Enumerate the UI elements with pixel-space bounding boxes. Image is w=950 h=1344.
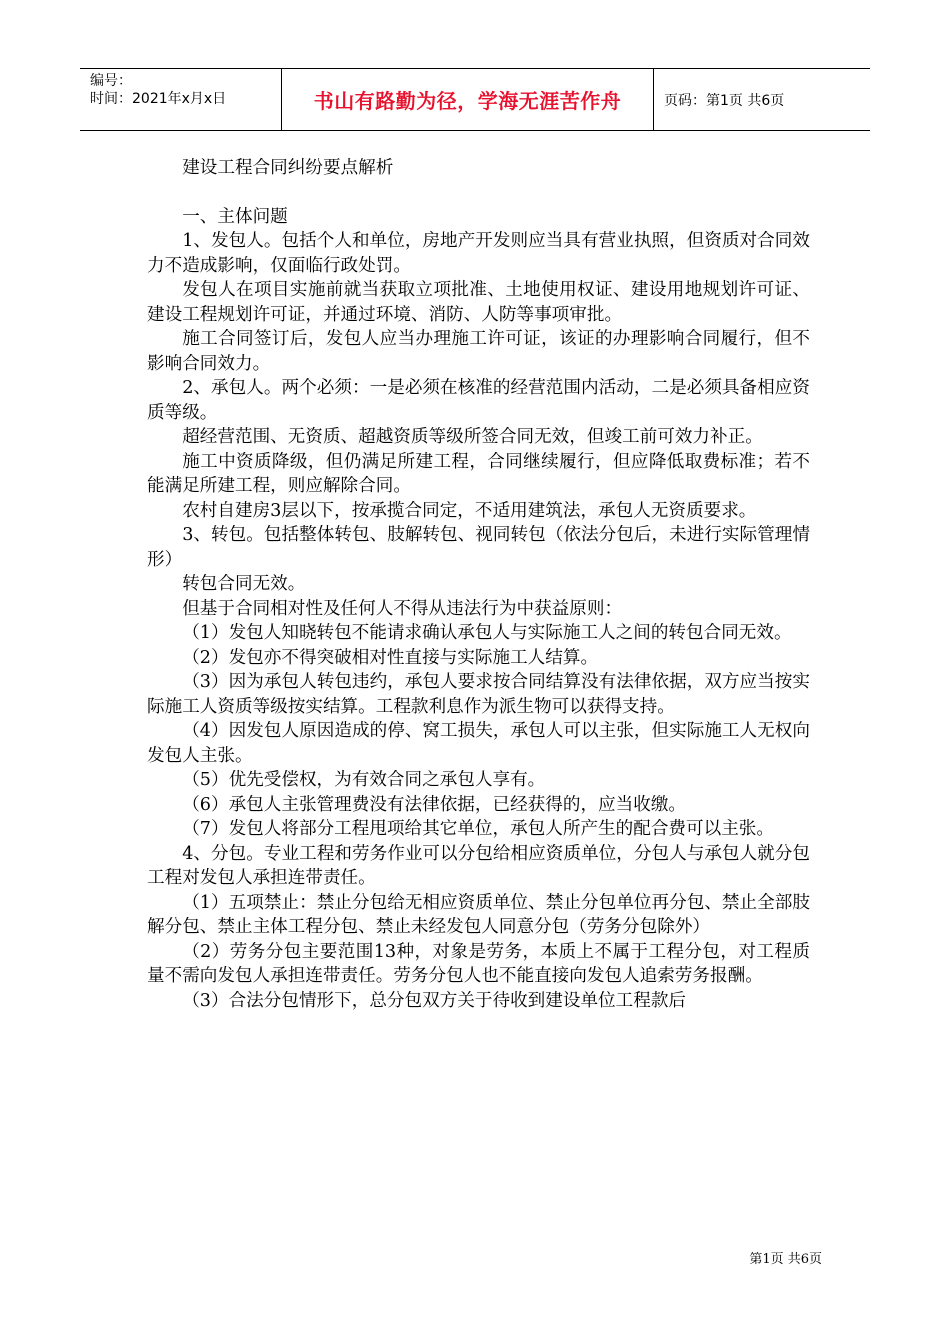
paragraph: （4）因发包人原因造成的停、窝工损失，承包人可以主张，但实际施工人无权向发包人主张。	[147, 721, 810, 766]
paragraph: 2、承包人。两个必须：一是必须在核准的经营范围内活动，二是必须具备相应资质等级。	[147, 378, 810, 423]
document-body	[147, 156, 810, 1013]
paragraph: 发包人在项目实施前就当获取立项批准、土地使用权证、建设用地规划许可证、建设工程规划许可证，并通过环境、消防、人防等事项审批。	[147, 280, 810, 325]
paragraph: 4、分包。专业工程和劳务作业可以分包给相应资质单位，分包人与承包人就分包工程对发包人承担连带责任。	[147, 843, 810, 888]
header-page-label: 页码：第1页 共6页	[664, 92, 785, 109]
paragraph: 农村自建房3层以下，按承揽合同定，不适用建筑法，承包人无资质要求。	[182, 500, 757, 521]
paragraph: 超经营范围、无资质、超越资质等级所签合同无效，但竣工前可效力补正。	[182, 427, 763, 447]
paragraph: （1）五项禁止：禁止分包给无相应资质单位、禁止分包单位再分包、禁止全部肢解分包、禁止主体工程分包、禁止未经发包人同意分包（劳务分包除外）	[147, 892, 810, 937]
header-motto: 书山有路勤为径，学海无涯苦作舟	[313, 89, 622, 113]
paragraph: （3）因为承包人转包违约，承包人要求按合同结算没有法律依据，双方应当按实际施工人资质等级按实结算。工程款利息作为派生物可以获得支持。	[147, 672, 810, 717]
paragraph: （2）劳务分包主要范围13种，对象是劳务，本质上不属于工程分包，对工程质量不需向发包人承担连带责任。劳务分包人也不能直接向发包人追索劳务报酬。	[147, 941, 810, 986]
paragraph: （1）发包人知晓转包不能请求确认承包人与实际施工人之间的转包合同无效。	[182, 623, 792, 643]
page-footer: 第1页 共6页	[749, 1252, 822, 1267]
paragraph: （3）合法分包情形下，总分包双方关于待收到建设单位工程款后	[182, 990, 687, 1011]
paragraph: （5）优先受偿权，为有效合同之承包人享有。	[182, 770, 546, 790]
paragraph: 施工合同签订后，发包人应当办理施工许可证，该证的办理影响合同履行，但不影响合同效力。	[147, 329, 810, 374]
paragraph: （7）发包人将部分工程甩项给其它单位，承包人所产生的配合费可以主张。	[182, 819, 774, 839]
paragraph: 但基于合同相对性及任何人不得从违法行为中获益原则：	[182, 598, 623, 619]
document-time-label: 时间：2021年x月x日	[90, 91, 227, 107]
document-number-label: 编号：	[90, 73, 132, 89]
paragraph: （6）承包人主张管理费没有法律依据，已经获得的，应当收缴。	[182, 794, 687, 815]
header-meta	[80, 69, 282, 130]
document-title: 建设工程合同纠纷要点解析	[182, 158, 394, 178]
paragraph: 1、发包人。包括个人和单位，房地产开发则应当具有营业执照，但资质对合同效力不造成影响，仅面临行政处罚。	[147, 231, 810, 276]
paragraph: 施工中资质降级，但仍满足所建工程，合同继续履行，但应降低取费标准；若不能满足所建工程，则应解除合同。	[147, 451, 810, 496]
paragraph: 3、转包。包括整体转包、肢解转包、视同转包（依法分包后，未进行实际管理情形）	[147, 525, 810, 570]
header-page-cell	[654, 69, 870, 130]
header-motto-cell	[282, 69, 654, 130]
document-header	[80, 68, 870, 131]
paragraph: （2）发包亦不得突破相对性直接与实际施工人结算。	[182, 647, 599, 668]
paragraph: 一、主体问题	[182, 206, 288, 227]
paragraph: 转包合同无效。	[182, 574, 306, 594]
